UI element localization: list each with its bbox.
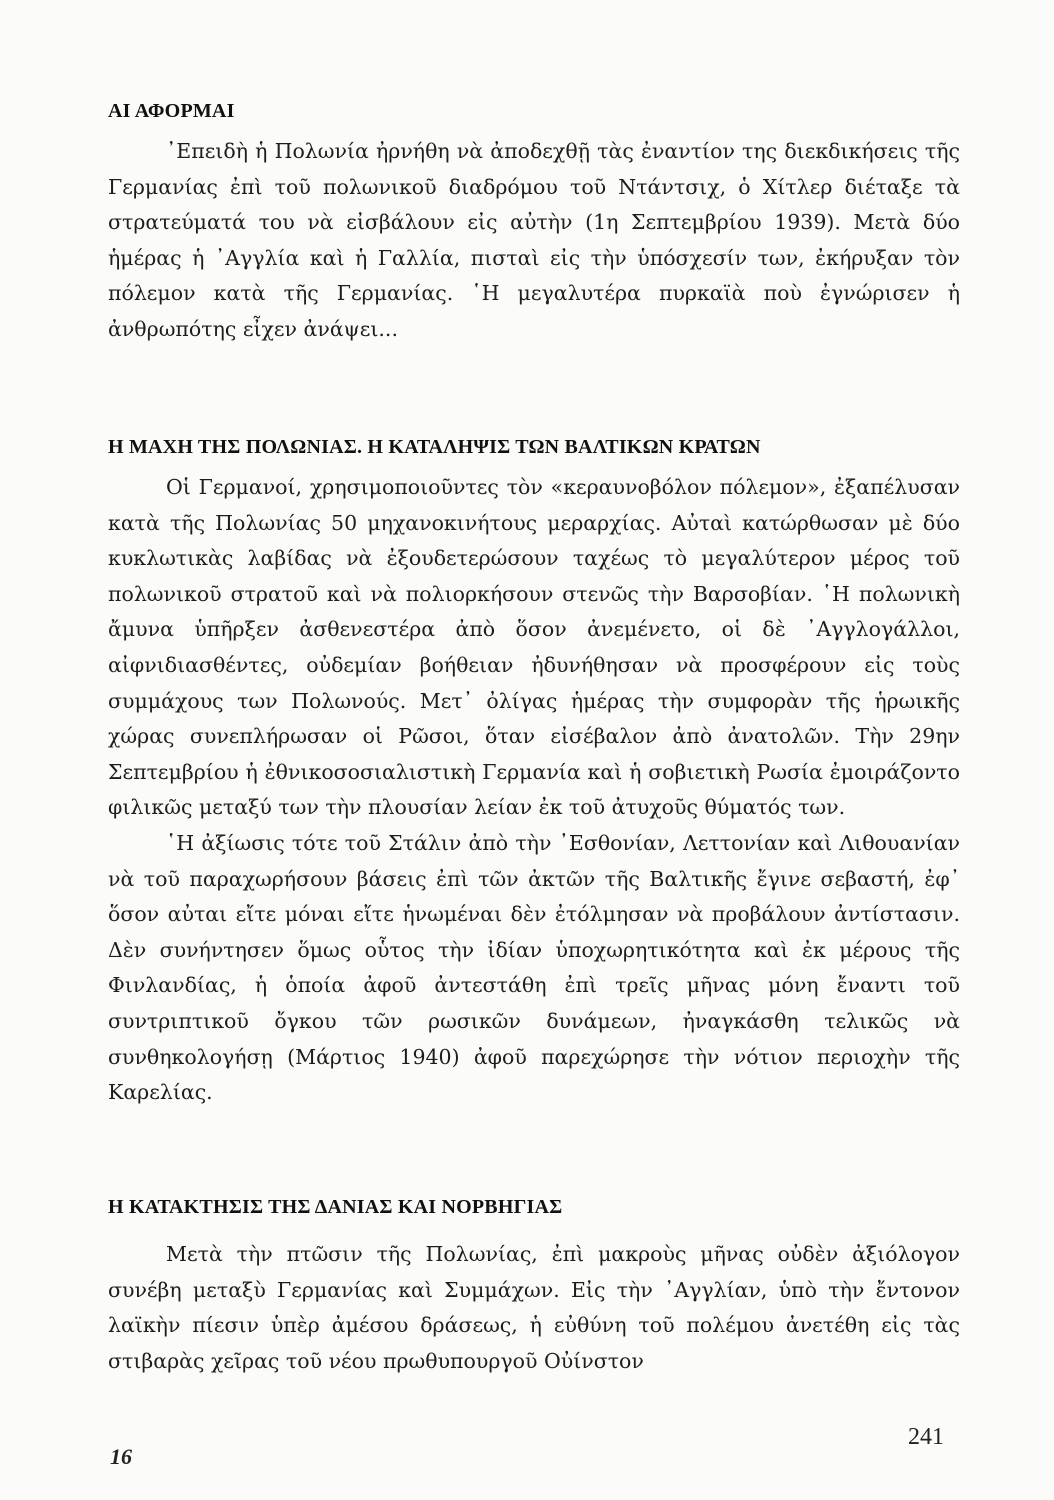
section-heading-aformai: ΑΙ ΑΦΟΡΜΑΙ <box>108 100 235 122</box>
paragraph: ῾Η ἀξίωσις τότε τοῦ Στάλιν ἀπὸ τὴν ᾿Εσθονίαν, Λεττονίαν καὶ Λιθουανίαν νὰ τοῦ παραχωρήσουν βάσεις ἐπὶ τῶν ἀκτῶν τῆς Βαλτικῆς ἔγινε σεβαστή, ἐφ᾿ ὅσον αὐται εἴτε μόναι εἴτε ἡνωμέναι δὲν ἐτόλμησαν νὰ προβάλουν ἀντίστασιν. Δὲν συνήντησεν ὅμως οὗτος τὴν ἰδίαν ὑποχωρητικότητα καὶ ἐκ μέρους τῆς Φινλανδίας, ἡ ὁποία ἀφοῦ ἀντεστάθη ἐπὶ τρεῖς μῆνας μόνη ἔναντι τοῦ συντριπτικοῦ ὄγκου τῶν ρωσικῶν δυνάμεων, ἠναγκάσθη τελικῶς νὰ συνθηκολογήσῃ (Μάρτιος 1940) ἀφοῦ παρεχώρησε τὴν νότιον περιοχὴν τῆς Καρελίας. <box>108 830 960 1105</box>
signature-number: 16 <box>110 1444 132 1469</box>
paragraph: ᾿Επειδὴ ἡ Πολωνία ἠρνήθη νὰ ἀποδεχθῇ τὰς ἐναντίον της διεκδικήσεις τῆς Γερμανίας ἐπὶ τοῦ πολωνικοῦ διαδρόμου τοῦ Ντάντσιχ, ὁ Χίτλερ διέταξε τὰ στρατεύματά του νὰ εἰσβάλουν εἰς αὐτὴν (1η Σεπτεμβρίου 1939). Μετὰ δύο ἡμέρας ἡ ᾿Αγγλία καὶ ἡ Γαλλία, πισταὶ εἰς τὴν ὑπόσχεσίν των, ἐκήρυξαν τὸν πόλεμον κατὰ τῆς Γερμανίας. ῾Η μεγαλυτέρα πυρκαϊὰ ποὺ ἐγνώρισεν ἡ ἀνθρωπότης εἶχεν ἀνάψει... <box>108 139 960 341</box>
page-number: 241 <box>908 1424 944 1450</box>
section-body-aformai <box>108 134 960 348</box>
section-body-denmark-norway <box>108 1237 960 1379</box>
section-body-poland-baltic <box>108 470 960 1111</box>
section-heading-poland-baltic: Η ΜΑΧΗ ΤΗΣ ΠΟΛΩΝΙΑΣ. Η ΚΑΤΑΛΗΨΙΣ ΤΩΝ ΒΑΛΤΙΚΩΝ ΚΡΑΤΩΝ <box>108 436 761 458</box>
paragraph: Οἱ Γερμανοί, χρησιμοποιοῦντες τὸν «κεραυνοβόλον πόλεμον», ἐξαπέλυσαν κατὰ τῆς Πολωνίας 50 μηχανοκινήτους μεραρχίας. Αὐταὶ κατώρθωσαν μὲ δύο κυκλωτικὰς λαβίδας νὰ ἐξουδετερώσουν ταχέως τὸ μεγαλύτερον μέρος τοῦ πολωνικοῦ στρατοῦ καὶ νὰ πολιορκήσουν στενῶς τὴν Βαρσοβίαν. ῾Η πολωνικὴ ἄμυνα ὑπῆρξεν ἀσθενεστέρα ἀπὸ ὅσον ἀνεμένετο, οἱ δὲ ᾿Αγγλογάλλοι, αἰφνιδιασθέντες, οὐδεμίαν βοήθειαν ἠδυνήθησαν νὰ προσφέρουν εἰς τοὺς συμμάχους των Πολωνούς. Μετ᾿ ὀλίγας ἡμέρας τὴν συμφορὰν τῆς ἡρωικῆς χώρας συνεπλήρωσαν οἱ Ρῶσοι, ὅταν εἰσέβαλον ἀπὸ ἀνατολῶν. Τὴν 29ην Σεπτεμβρίου ἡ ἐθνικοσοσιαλιστικὴ Γερμανία καὶ ἡ σοβιετικὴ Ρωσία ἐμοιράζοντο φιλικῶς μεταξύ των τὴν πλουσίαν λείαν ἐκ τοῦ ἀτυχοῦς θύματός των. <box>108 475 960 820</box>
paragraph: Μετὰ τὴν πτῶσιν τῆς Πολωνίας, ἐπὶ μακροὺς μῆνας οὐδὲν ἀξιόλογον συνέβη μεταξὺ Γερμανίας καὶ Συμμάχων. Εἰς τὴν ᾿Αγγλίαν, ὑπὸ τὴν ἔντονον λαϊκὴν πίεσιν ὑπὲρ ἀμέσου δράσεως, ἡ εὐθύνη τοῦ πολέμου ἀνετέθη εἰς τὰς στιβαρὰς χεῖρας τοῦ νέου πρωθυπουργοῦ Οὐίνστον <box>108 1242 960 1373</box>
section-heading-denmark-norway: Η ΚΑΤΑΚΤΗΣΙΣ ΤΗΣ ΔΑΝΙΑΣ ΚΑΙ ΝΟΡΒΗΓΙΑΣ <box>108 1196 563 1218</box>
